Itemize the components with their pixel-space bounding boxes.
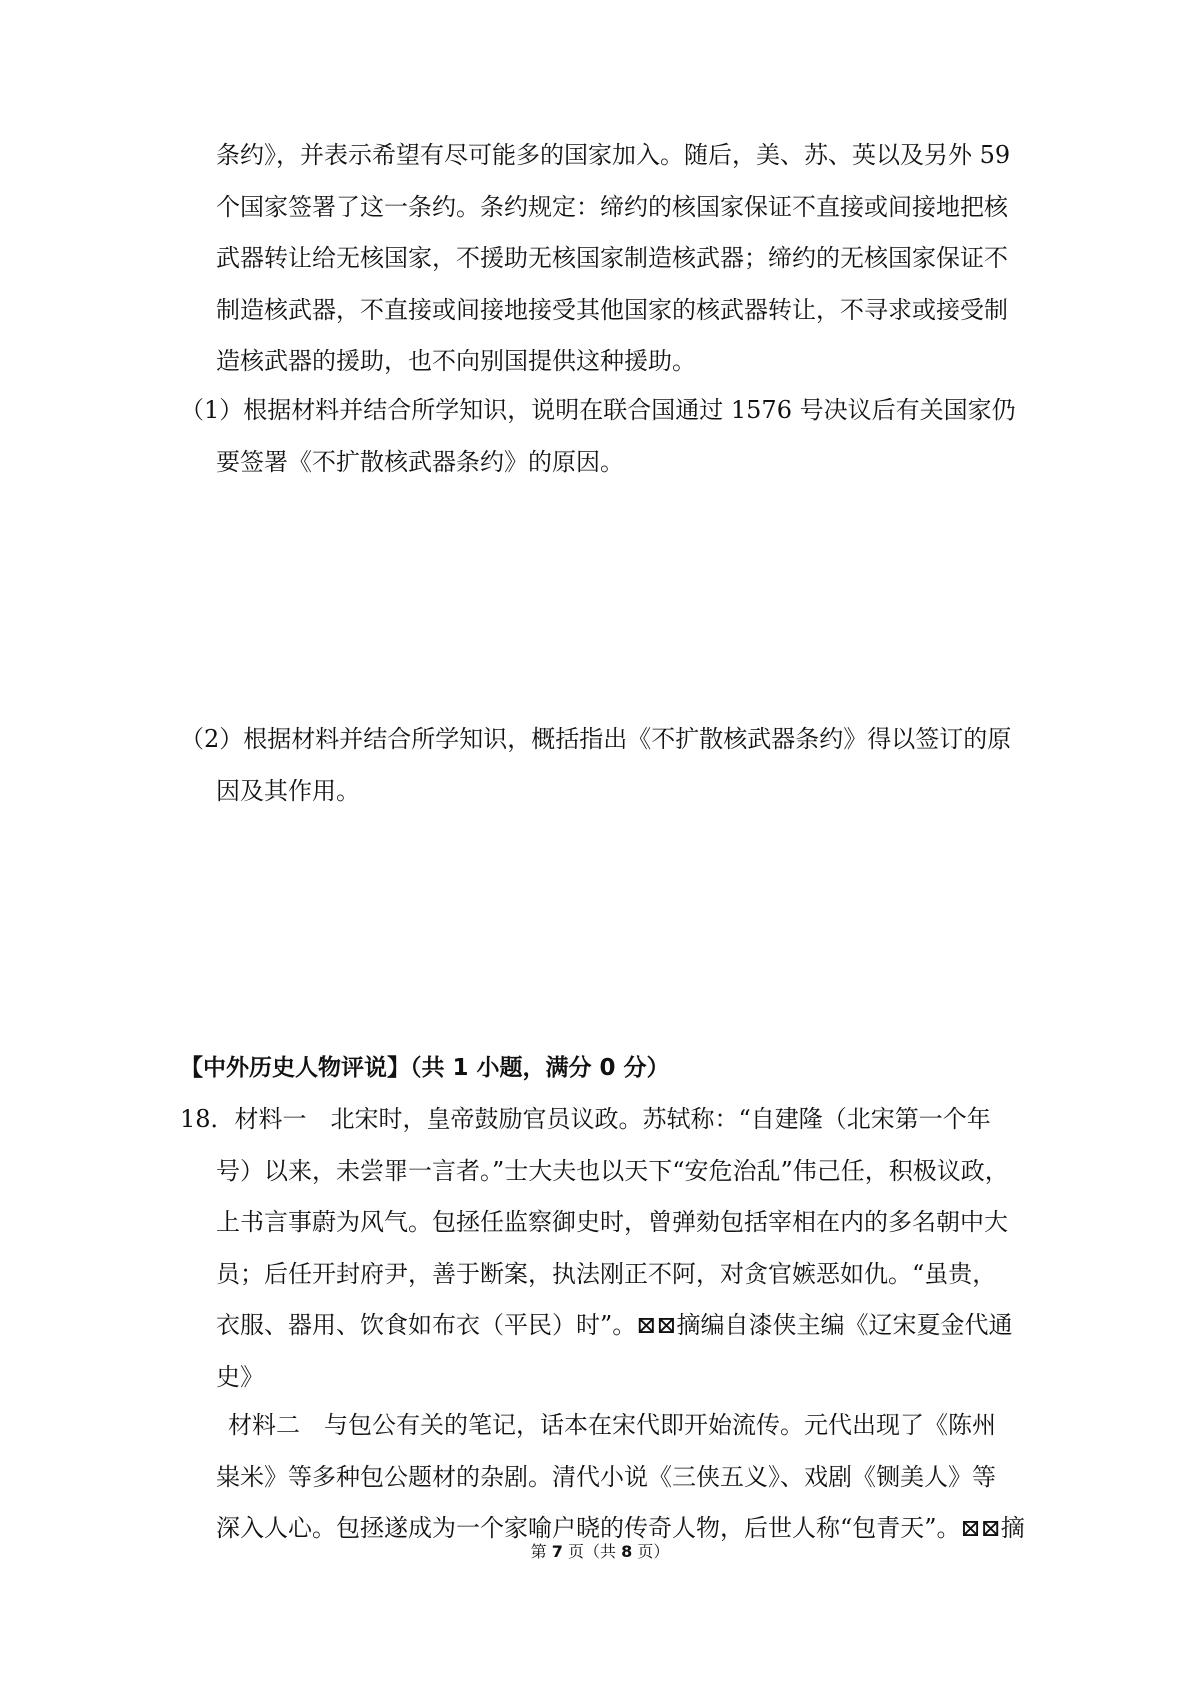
text-line: 制造核武器，不直接或间接地接受其他国家的核武器转让，不寻求或接受制: [216, 295, 1008, 324]
text-line: 要签署《不扩散核武器条约》的原因。: [216, 447, 624, 476]
question-18-material-2: [180, 1400, 1025, 1555]
sub-question-1: [180, 385, 1022, 488]
text-line: 上书言事蔚为风气。包拯任监察御史时，曾弹劾包括宰相在内的多名朝中大: [216, 1208, 1008, 1236]
text-line: 史》: [216, 1362, 264, 1391]
footer-suffix: 页）: [637, 1542, 670, 1561]
text-line: 深入人心。包拯遂成为一个家喻户晓的传奇人物，后世人称“包青天”。⊠⊠摘: [216, 1514, 1025, 1542]
text-line: 衣服、器用、饮食如布衣（平民）时”。⊠⊠摘编自漆侠主编《辽宋夏金代通: [216, 1311, 1013, 1339]
treaty-text-continuation: [180, 130, 1058, 388]
sub-question-2: [180, 714, 1022, 817]
text-line: 号）以来，未尝罪一言者。”士大夫也以天下“安危治乱”伟己任，积极议政，: [216, 1156, 1009, 1185]
text-line: 条约》，并表示希望有尽可能多的国家加入。随后，美、苏、英以及另外 59: [216, 141, 1011, 169]
text-line: 材料二 与包公有关的笔记，话本在宋代即开始流传。元代出现了《陈州: [228, 1411, 996, 1439]
footer-middle: 页（共: [567, 1542, 616, 1561]
text-line: （1）根据材料并结合所学知识，说明在联合国通过 1576 号决议后有关国家仍: [180, 396, 1016, 424]
footer-prefix: 第: [530, 1542, 547, 1561]
text-line: 员；后任开封府尹，善于断案，执法刚正不阿，对贪官嫉恶如仇。“虽贵，: [216, 1259, 997, 1288]
text-line: 武器转让给无核国家，不援助无核国家制造核武器；缔约的无核国家保证不: [216, 244, 1008, 272]
total-page-number: 8: [621, 1542, 633, 1561]
question-18-material-1: [180, 1094, 1022, 1403]
section-heading: 【中外历史人物评说】（共 1 小题，满分 0 分）: [180, 1055, 670, 1081]
text-line: 粜米》等多种包公题材的杂剧。清代小说《三侠五义》、戏剧《铡美人》等: [216, 1462, 996, 1491]
text-line: （2）根据材料并结合所学知识，概括指出《不扩散核武器条约》得以签订的原: [180, 725, 1012, 753]
text-line: 个国家签署了这一条约。条约规定：缔约的核国家保证不直接或间接地把核: [216, 192, 1008, 221]
text-line: 18．材料一 北宋时，皇帝鼓励官员议政。苏轼称：“自建隆（北宋第一个年: [180, 1105, 991, 1133]
current-page-number: 7: [551, 1542, 563, 1561]
page-footer: [0, 1540, 1200, 1564]
text-line: 造核武器的援助，也不向别国提供这种援助。: [216, 347, 696, 375]
text-line: 因及其作用。: [216, 776, 360, 805]
